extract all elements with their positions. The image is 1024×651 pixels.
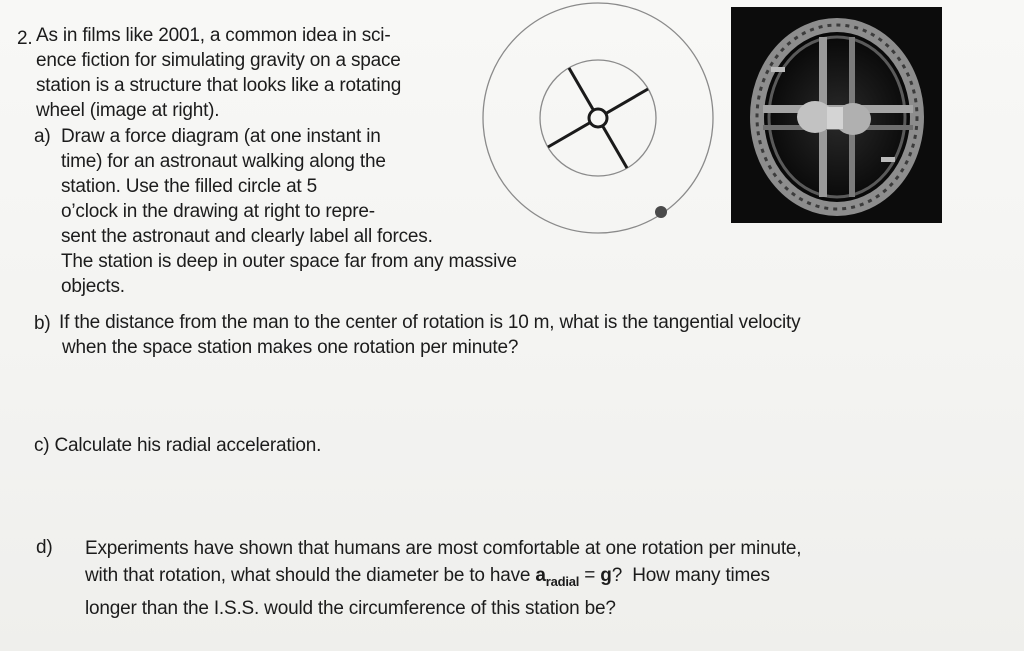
part-b-text: [59, 310, 800, 360]
part-b-line: when the space station makes one rotation per minute?: [62, 337, 519, 358]
part-a-line: sent the astronaut and clearly label all forces.: [61, 226, 433, 247]
space-station-diagram: [470, 0, 720, 245]
part-d-line2-post: ? How many times: [611, 565, 770, 586]
part-d-text: [85, 535, 801, 622]
part-d-line: [85, 562, 801, 595]
part-c-text: c) Calculate his radial acceleration.: [34, 435, 322, 456]
part-d-line: longer than the I.S.S. would the circumference of this station be?: [85, 598, 616, 619]
part-d-line: Experiments have shown that humans are most comfortable at one rotation per minute,: [85, 538, 802, 559]
part-d-line2-pre: with that rotation, what should the diameter be to have: [85, 565, 536, 586]
part-a-line: time) for an astronaut walking along the: [61, 151, 386, 172]
part-d-label: d): [36, 537, 53, 558]
problem-intro: [36, 23, 401, 123]
part-b-line: If the distance from the man to the center of rotation is 10 m, what is the tangential velocity: [59, 312, 801, 333]
intro-line: ence fiction for simulating gravity on a space: [36, 50, 401, 71]
part-a-line: o’clock in the drawing at right to repre-: [61, 201, 375, 222]
part-a-line: station. Use the filled circle at 5: [61, 176, 317, 197]
part-a-label: a): [34, 126, 51, 147]
problem-number: 2.: [17, 28, 33, 49]
space-station-photo: [731, 7, 942, 223]
part-a-line: Draw a force diagram (at one instant in: [61, 126, 381, 147]
astronaut-dot: [655, 206, 667, 218]
intro-line: wheel (image at right).: [36, 100, 220, 121]
g-symbol: g: [600, 565, 612, 586]
a-symbol: a: [535, 565, 546, 586]
part-b-label: b): [34, 313, 51, 334]
hub-circle: [589, 109, 607, 127]
intro-line: As in films like 2001, a common idea in sci-: [36, 25, 391, 46]
part-a-line: objects.: [61, 276, 125, 297]
intro-line: station is a structure that looks like a rotating: [36, 75, 402, 96]
part-a-text: [61, 124, 517, 299]
part-a-line: The station is deep in outer space far from any massive: [61, 251, 517, 272]
equals-sign: =: [579, 565, 601, 586]
radial-subscript: radial: [545, 574, 580, 589]
